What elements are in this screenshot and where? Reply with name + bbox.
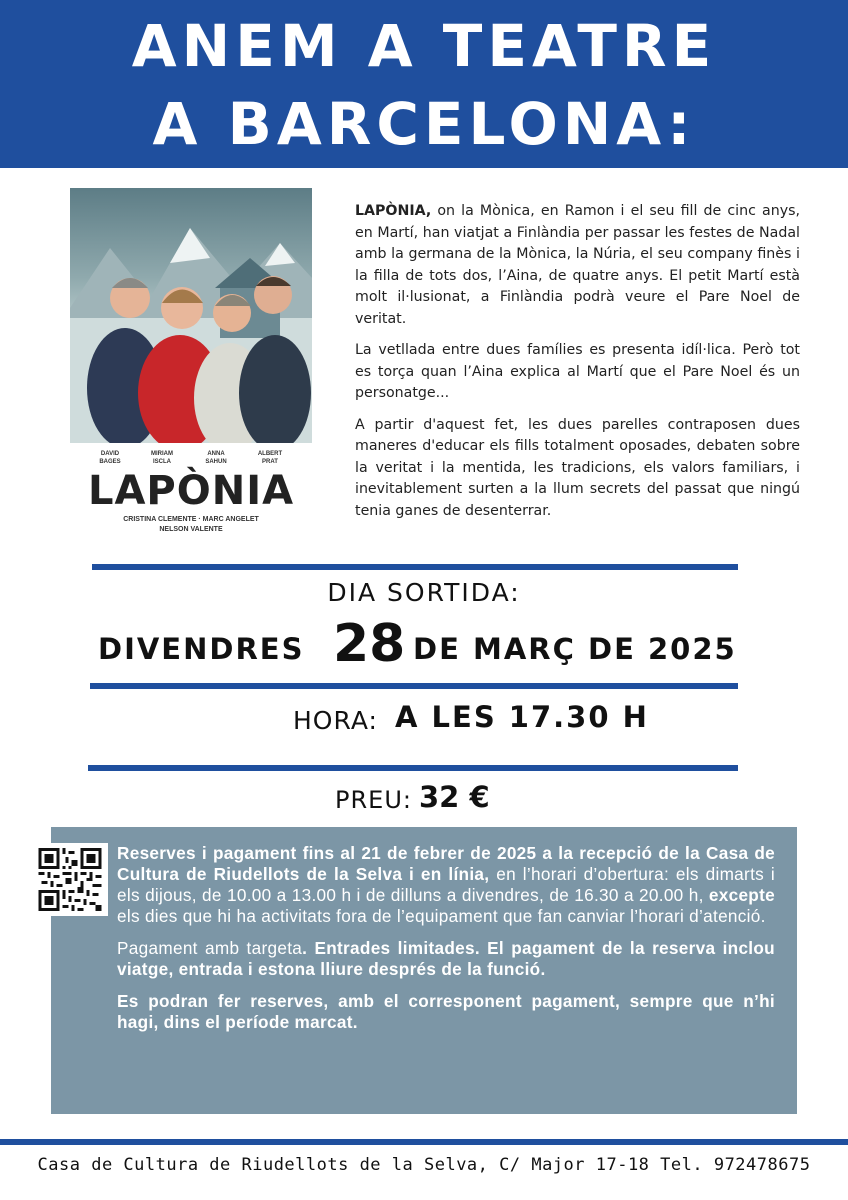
poster-photo xyxy=(70,188,312,443)
poster-credits xyxy=(70,515,312,535)
outing-month-year: DE MARÇ DE 2025 xyxy=(413,632,737,666)
divider xyxy=(92,564,738,570)
outing-weekday: DIVENDRES xyxy=(98,632,305,666)
poster-actor: DAVID BAGES xyxy=(99,451,121,465)
header-title-line1: ANEM A TEATRE xyxy=(131,12,717,80)
header-banner xyxy=(0,0,848,168)
divider xyxy=(88,765,738,771)
outing-label: DIA SORTIDA: xyxy=(327,578,521,607)
footer-divider xyxy=(0,1139,848,1145)
play-description xyxy=(355,201,800,532)
description-paragraph: La vetllada entre dues famílies es presenta idíl·lica. Però tot es torça quan l’Aina explica al Martí que el Pare Noel és un personatge... xyxy=(355,342,800,401)
booking-paragraph xyxy=(117,938,775,980)
poster-credits-director: NELSON VALENTE xyxy=(159,526,223,533)
outing-day: 28 xyxy=(333,614,406,674)
poster-actor: ANNA SAHUN xyxy=(205,451,227,465)
poster-illustration xyxy=(70,188,312,443)
divider xyxy=(90,683,738,689)
description-text: on la Mònica, en Ramon i el seu fill de cinc anys, en Martí, han viatjat a Finlàndia per passar les festes de Nadal amb la germana de la Mònica, la Núria, el seu company finès i la filla de tots dos, l’Aina, de quatre anys. El petit Martí està molt il·lusionat, a Finlàndia podrà veure el Pare Noel de veritat. xyxy=(355,203,800,327)
booking-payment: Pagament amb targeta xyxy=(117,938,303,958)
booking-availability: Es podran fer reserves, amb el corresponent pagament, sempre que n’hi hagi, dins el període marcat. xyxy=(117,991,775,1032)
qr-code[interactable] xyxy=(32,843,108,916)
booking-paragraph xyxy=(117,843,775,927)
price-value: 32 € xyxy=(419,780,490,814)
poster-actor-names xyxy=(70,450,312,470)
booking-info-text xyxy=(117,843,775,1044)
qr-code-icon xyxy=(37,848,103,911)
booking-deadline: Reserves i pagament fins al 21 de febrer de 2025 a la recepció de la Casa de Cultura de Riudellots de la Selva i en línia, xyxy=(117,843,775,884)
price-label: PREU: xyxy=(335,786,412,814)
description-paragraph xyxy=(355,201,800,330)
poster-credits-authors: CRISTINA CLEMENTE · MARC ANGELET xyxy=(123,516,259,523)
time-value: A LES 17.30 H xyxy=(395,700,649,734)
poster-actor: MIRIAM ISCLA xyxy=(151,451,173,465)
play-poster xyxy=(70,188,312,538)
poster-actor: ALBERT PRAT xyxy=(257,451,283,465)
booking-paragraph xyxy=(117,991,775,1033)
outing-date xyxy=(95,612,755,672)
booking-except: excepte xyxy=(708,885,775,905)
booking-hours: en l’horari d’obertura: els dimarts i els dijous, de 10.00 a 13.00 h i de dilluns a divendres, de 16.30 a 20.00 h, xyxy=(117,864,775,905)
time-label: HORA: xyxy=(293,706,378,735)
description-play-title: LAPÒNIA, xyxy=(355,203,432,219)
booking-hours-note: els dies que hi ha activitats fora de l’equipament que fan canviar l’horari d’atenció. xyxy=(117,906,766,926)
footer-contact: Casa de Cultura de Riudellots de la Selva, C/ Major 17-18 Tel. 972478675 xyxy=(37,1155,811,1175)
description-paragraph: A partir d'aquest fet, les dues parelles contraposen dues maneres d'educar els fills totalment oposades, debaten sobre la veritat i la mentida, les tradicions, els valors familiars, i inevitablement surten a la llum secrets del passat que ningú tenia ganes de desenterrar. xyxy=(355,416,800,519)
booking-limited: . Entrades limitades. El pagament de la reserva inclou viatge, entrada i estona lliure després de la funció. xyxy=(117,938,775,979)
header-title-line2: A BARCELONA: xyxy=(152,90,696,158)
poster-title: LAPÒNIA xyxy=(87,468,295,514)
